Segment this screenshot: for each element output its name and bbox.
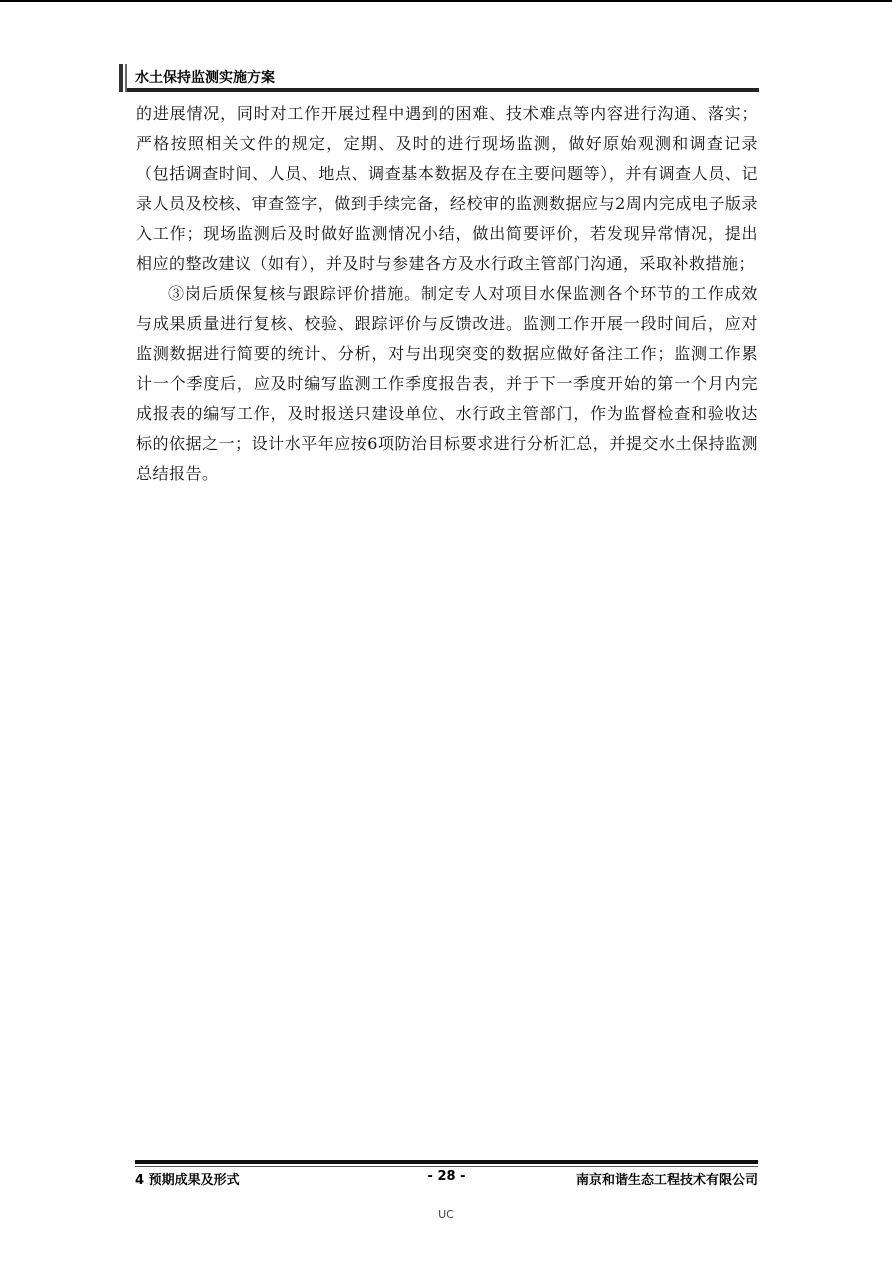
top-border-line (0, 0, 892, 2)
header-title: 水土保持监测实施方案 (135, 70, 275, 86)
body-paragraph-1: 的进展情况，同时对工作开展过程中遇到的困难、技术难点等内容进行沟通、落实；严格按照相关文件的规定，定期、及时的进行现场监测，做好原始观测和调查记录（包括调查时间、人员、地点、调查基本数据及存在主要问题等），并有调查人员、记录人员及校核、审查签字，做到手续完备，经校审的监测数据应与2周内完成电子版录入工作；现场监测后及时做好监测情况小结，做出简要评价，若发现异常情况，提出相应的整改建议（如有），并及时与参建各方及水行政主管部门沟通，采取补救措施； (136, 104, 758, 273)
footer-company-name: 南京和谐生态工程技术有限公司 (575, 1173, 758, 1188)
body-paragraph-2: ③岗后质保复核与跟踪评价措施。制定专人对项目水保监测各个环节的工作成效与成果质量进行复核、校验、跟踪评价与反馈改进。监测工作开展一段时间后，应对监测数据进行简要的统计、分析，对与出现突变的数据应做好备注工作；监测工作累计一个季度后，应及时编写监测工作季度报告表，并于下一季度开始的第一个月内完成报表的编写工作，及时报送只建设单位、水行政主管部门，作为监督检查和验收达标的依据之一；设计水平年应按6项防治目标要求进行分析汇总，并提交水土保持监测总结报告。 (136, 284, 758, 483)
document-body (136, 99, 758, 489)
page-footer (135, 1169, 758, 1191)
bottom-stamp-text: UC (438, 1208, 454, 1221)
header-rule (127, 88, 759, 92)
header-accent-bar (119, 64, 123, 92)
footer-page-number: - 28 - (427, 1169, 466, 1184)
page-header (119, 64, 759, 92)
footer-rule-thick (135, 1160, 758, 1164)
footer-section-title: 4 预期成果及形式 (135, 1173, 240, 1188)
footer-rule-thin (135, 1166, 758, 1167)
